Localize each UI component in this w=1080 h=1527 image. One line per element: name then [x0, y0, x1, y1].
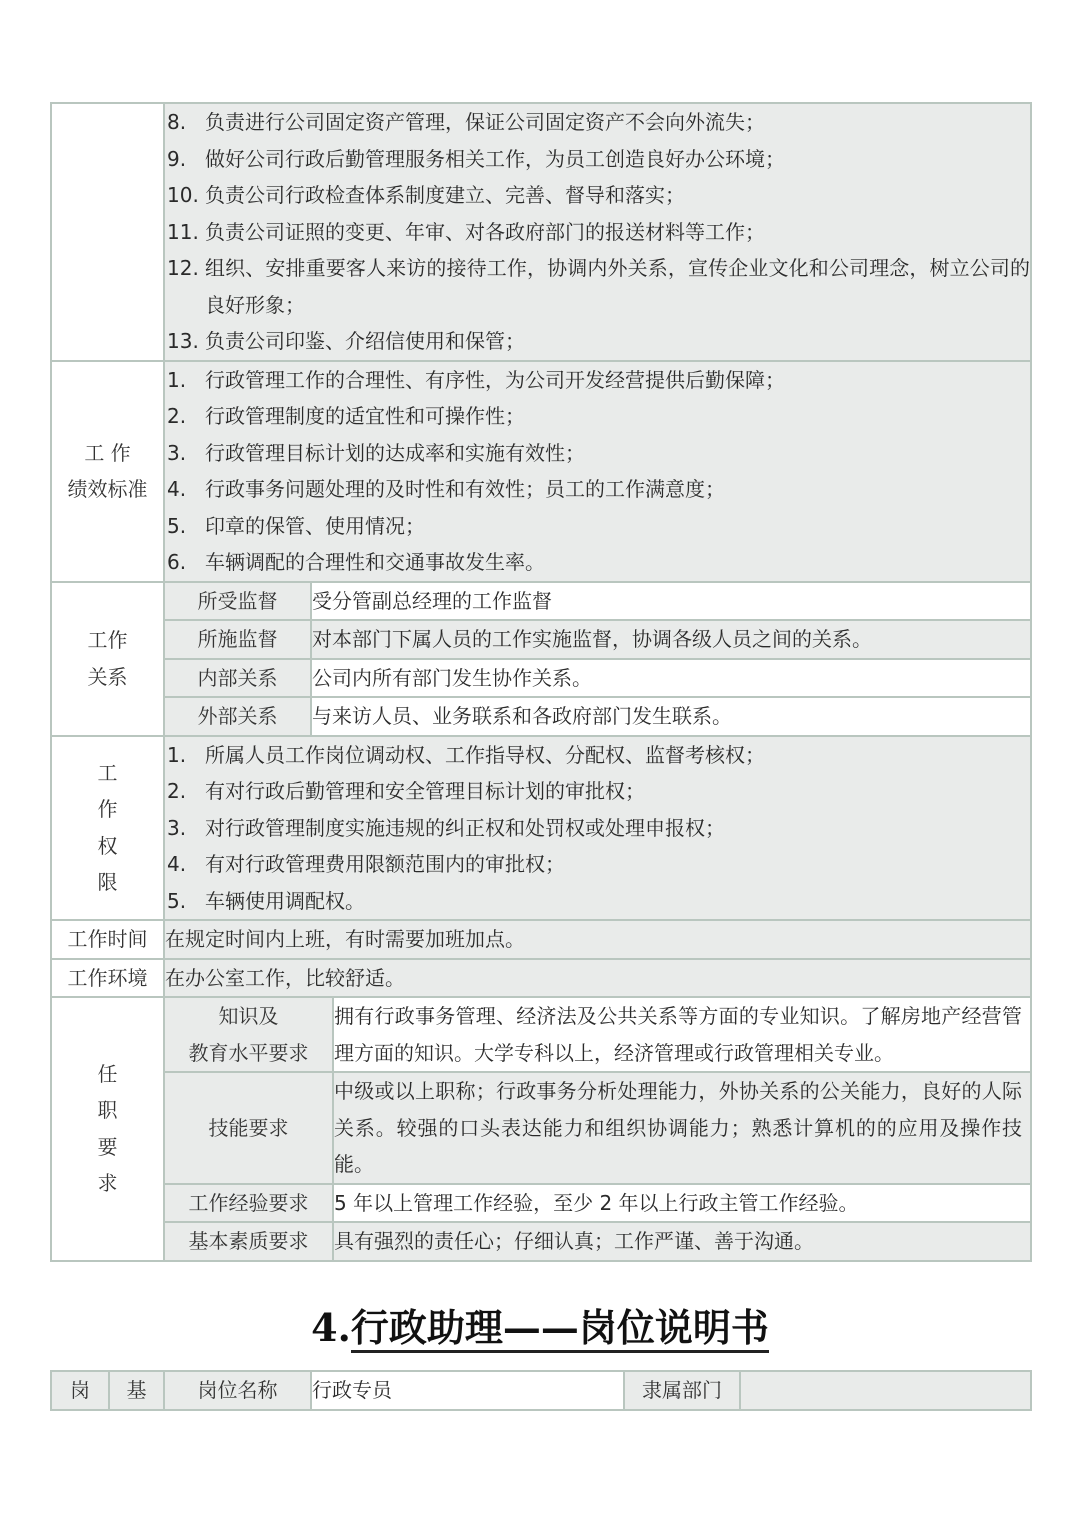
work-env-value: 在办公室工作，比较舒适。: [164, 959, 1031, 998]
performance-label: [51, 361, 164, 582]
requirement-key-line2: 教育水平要求: [188, 1040, 309, 1065]
cell-ji: 基: [109, 1371, 164, 1410]
requirement-key: 技能要求: [164, 1072, 333, 1184]
department-label: 隶属部门: [624, 1371, 740, 1410]
relations-label-line2: 关系: [87, 664, 128, 689]
duty-item: [165, 104, 1030, 141]
work-time-value: 在规定时间内上班，有时需要加班加点。: [164, 920, 1031, 959]
performance-item-text: 车辆调配的合理性和交通事故发生率。: [205, 550, 545, 574]
relation-value: 受分管副总经理的工作监督: [311, 582, 1031, 621]
work-time-row: [51, 920, 1031, 959]
duty-item-text: 负责进行公司固定资产管理，保证公司固定资产不会向外流失；: [205, 110, 765, 134]
authority-item-text: 对行政管理制度实施违规的纠正权和处罚权或处理申报权；: [205, 815, 725, 840]
requirement-value: 中级或以上职称；行政事务分析处理能力，外协关系的公关能力，良好的人际关系。较强的口头表达能力和组织协调能力；熟悉计算机的的应用及操作技能。: [333, 1072, 1031, 1184]
relations-row: [51, 659, 1031, 698]
authority-item: [165, 883, 1030, 920]
performance-item: [165, 435, 1030, 472]
position-name-value: 行政专员: [311, 1371, 624, 1410]
requirement-key: 基本素质要求: [164, 1222, 333, 1261]
relation-key: 外部关系: [164, 697, 311, 736]
authority-item-text: 有对行政管理费用限额范围内的审批权；: [205, 852, 565, 876]
authority-label: [51, 736, 164, 921]
performance-item: [165, 471, 1030, 508]
requirements-label-char: 职: [97, 1098, 118, 1123]
authority-item-text: 所属人员工作岗位调动权、工作指导权、分配权、监督考核权；: [205, 742, 765, 767]
authority-item: [165, 773, 1030, 810]
duty-item-text: 组织、安排重要客人来访的接待工作，协调内外关系，宣传企业文化和公司理念，树立公司的良好形象；: [205, 256, 1031, 317]
duty-item-number: 8.: [167, 110, 187, 134]
requirements-row: [51, 1184, 1031, 1223]
relations-row: [51, 582, 1031, 621]
duty-item-number: 12.: [167, 256, 199, 280]
authority-item-number: 4.: [167, 852, 187, 876]
performance-item-number: 1.: [167, 367, 187, 392]
requirement-value: 5 年以上管理工作经验，至少 2 年以上行政主管工作经验。: [333, 1184, 1031, 1223]
duties-row: [51, 103, 1031, 361]
duty-item-number: 11.: [167, 219, 199, 244]
authority-row: [51, 736, 1031, 921]
requirement-key-line1: 知识及: [218, 1004, 279, 1028]
requirements-label-char: 要: [97, 1134, 118, 1159]
duty-item-text: 做好公司行政后勤管理服务相关工作，为员工创造良好办公环境；: [205, 146, 785, 171]
performance-item-number: 3.: [167, 440, 187, 465]
authority-item-number: 2.: [167, 779, 187, 803]
work-time-label: 工作时间: [51, 920, 164, 959]
relations-row: [51, 697, 1031, 736]
position-name-label: 岗位名称: [164, 1371, 311, 1410]
requirements-row: [51, 1072, 1031, 1184]
performance-item-number: 4.: [167, 477, 187, 501]
authority-label-char: 工: [97, 760, 118, 785]
authority-item-text: 车辆使用调配权。: [205, 888, 365, 913]
performance-item: [165, 398, 1030, 435]
duty-item-text: 负责公司行政检查体系制度建立、完善、督导和落实；: [205, 183, 685, 207]
work-env-row: [51, 959, 1031, 998]
authority-list: [164, 736, 1031, 921]
authority-label-char: 权: [97, 833, 118, 858]
performance-item-text: 行政管理制度的适宜性和可操作性；: [205, 404, 525, 428]
performance-label-line1: 工 作: [84, 440, 131, 465]
performance-item-number: 5.: [167, 513, 187, 538]
department-value: [740, 1371, 1031, 1410]
requirement-key: 工作经验要求: [164, 1184, 333, 1223]
assistant-header-row: [51, 1371, 1031, 1410]
duty-item: [165, 250, 1030, 323]
requirements-row: [51, 997, 1031, 1072]
duties-label-cell: [51, 103, 164, 361]
cell-gang: 岗: [51, 1371, 109, 1410]
section-title-text: 行政助理——岗位说明书: [351, 1305, 769, 1353]
performance-item-text: 印章的保管、使用情况；: [205, 513, 425, 538]
relations-row: [51, 620, 1031, 659]
duty-item-text: 负责公司证照的变更、年审、对各政府部门的报送材料等工作；: [205, 219, 765, 244]
work-env-label: 工作环境: [51, 959, 164, 998]
duty-item-number: 10.: [167, 183, 199, 207]
requirements-label: [51, 997, 164, 1261]
relation-value: 公司内所有部门发生协作关系。: [311, 659, 1031, 698]
authority-item-text: 有对行政后勤管理和安全管理目标计划的审批权；: [205, 779, 645, 803]
authority-label-char: 限: [97, 870, 118, 895]
requirements-label-char: 任: [97, 1061, 118, 1086]
performance-label-line2: 绩效标准: [67, 477, 148, 501]
duty-item: [165, 323, 1030, 360]
performance-item-text: 行政管理目标计划的达成率和实施有效性；: [205, 440, 585, 465]
relation-key: 所施监督: [164, 620, 311, 659]
performance-list: [164, 361, 1031, 582]
section-title: [0, 1300, 1080, 1356]
performance-item-text: 行政事务问题处理的及时性和有效性；员工的工作满意度；: [205, 477, 725, 501]
authority-item-number: 3.: [167, 815, 187, 840]
performance-item: [165, 508, 1030, 545]
requirement-value: 拥有行政事务管理、经济法及公共关系等方面的专业知识。了解房地产经营管理方面的知识。大学专科以上，经济管理或行政管理相关专业。: [333, 997, 1031, 1072]
performance-item: [165, 362, 1030, 399]
requirements-label-char: 求: [97, 1171, 118, 1196]
requirement-value: 具有强烈的责任心；仔细认真；工作严谨、善于沟通。: [333, 1222, 1031, 1261]
authority-item-number: 5.: [167, 888, 187, 913]
duty-item: [165, 214, 1030, 251]
duty-item-number: 9.: [167, 146, 187, 171]
relations-label-line1: 工作: [87, 628, 128, 652]
performance-item-text: 行政管理工作的合理性、有序性，为公司开发经营提供后勤保障；: [205, 367, 785, 392]
relation-value: 与来访人员、业务联系和各政府部门发生联系。: [311, 697, 1031, 736]
section-title-number: 4.: [311, 1305, 351, 1350]
duty-item: [165, 177, 1030, 214]
duty-item: [165, 141, 1030, 178]
duties-list: [164, 103, 1031, 361]
relation-key: 内部关系: [164, 659, 311, 698]
relations-label: [51, 582, 164, 736]
requirement-key: [164, 997, 333, 1072]
relation-key: 所受监督: [164, 582, 311, 621]
authority-label-char: 作: [97, 797, 118, 822]
authority-item: [165, 846, 1030, 883]
performance-item: [165, 544, 1030, 581]
duty-item-number: 13.: [167, 329, 199, 353]
duty-item-text: 负责公司印鉴、介绍信使用和保管；: [205, 329, 525, 353]
authority-item-number: 1.: [167, 742, 187, 767]
performance-row: [51, 361, 1031, 582]
performance-item-number: 2.: [167, 404, 187, 428]
requirements-row: [51, 1222, 1031, 1261]
authority-item: [165, 810, 1030, 847]
relation-value: 对本部门下属人员的工作实施监督，协调各级人员之间的关系。: [311, 620, 1031, 659]
job-description-table: [50, 102, 1032, 1262]
performance-item-number: 6.: [167, 550, 187, 574]
assistant-job-table: [50, 1370, 1032, 1411]
authority-item: [165, 737, 1030, 774]
